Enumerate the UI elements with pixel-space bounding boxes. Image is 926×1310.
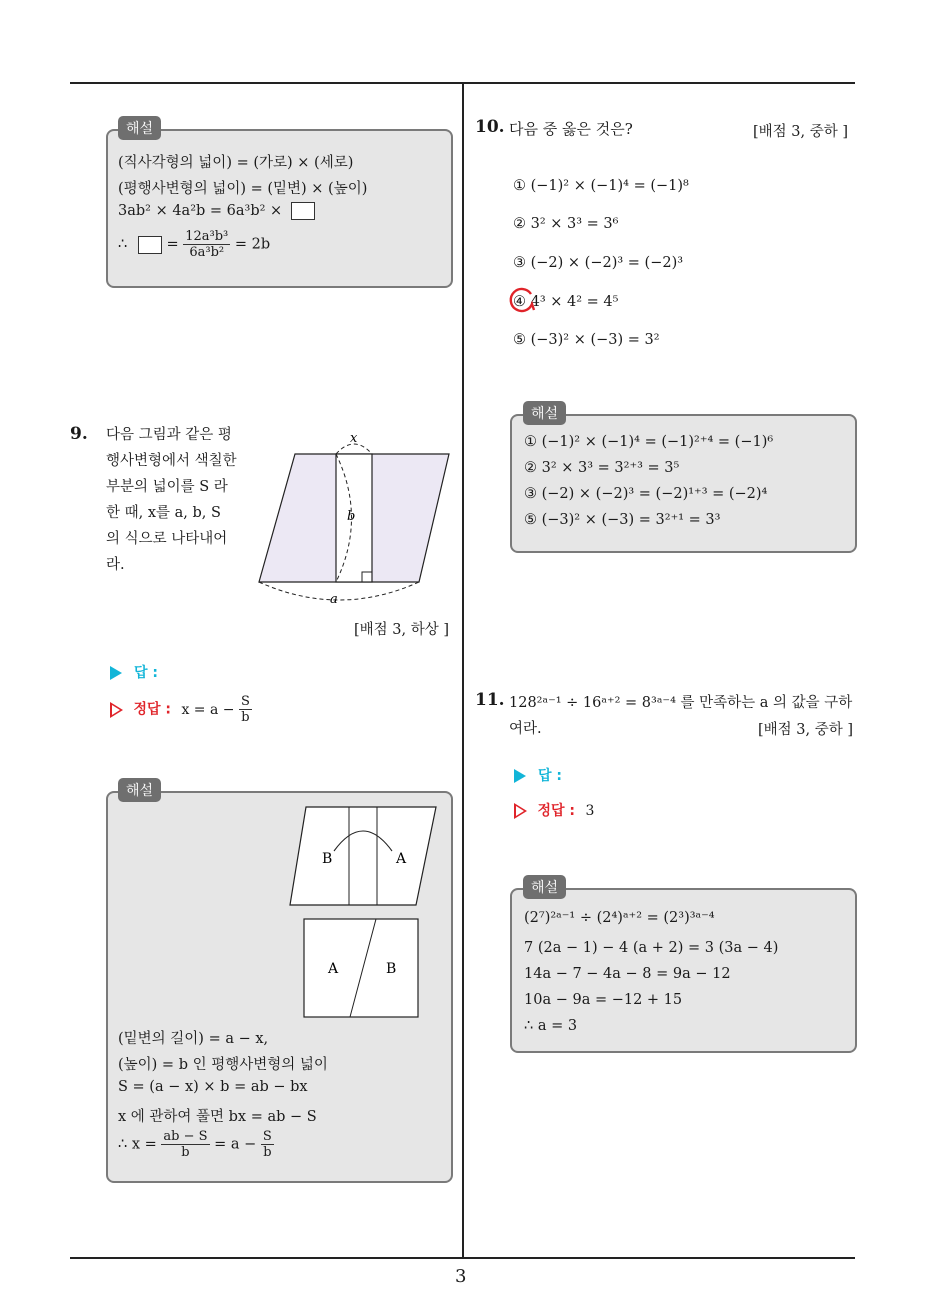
- solution-line: (2⁷)²ᵃ⁻¹ ÷ (2⁴)ᵃ⁺² = (2³)³ᵃ⁻⁴: [524, 910, 715, 926]
- column-divider: [462, 84, 464, 1258]
- solution-tag: 해설: [118, 778, 161, 802]
- question-10-score: [배점 3, 중하 ]: [753, 124, 849, 140]
- question-9-text: [106, 422, 246, 578]
- solution-box-10: [510, 414, 857, 553]
- page-number: 3: [455, 1266, 467, 1287]
- solution-tag: 해설: [118, 116, 161, 140]
- option-2[interactable]: ② 3² × 3³ = 3⁶: [513, 216, 619, 232]
- question-9-score: [배점 3, 하상 ]: [354, 622, 450, 638]
- question-10-number: 10.: [475, 117, 505, 137]
- fraction-denominator: b: [181, 1145, 190, 1160]
- solution-box-11: [510, 888, 857, 1053]
- question-text-line: 부분의 넓이를 S 라: [106, 479, 228, 495]
- solution-line: (평행사변형의 넓이) = (밑변) × (높이): [118, 181, 368, 197]
- fraction: [161, 1129, 209, 1160]
- correct-value: x = a −: [181, 701, 235, 718]
- question-11-number: 11.: [475, 690, 505, 710]
- option-1[interactable]: ① (−1)² × (−1)⁴ = (−1)⁸: [513, 178, 689, 194]
- solution-line: (밑변의 길이) = a − x,: [118, 1031, 269, 1047]
- label-B: B: [322, 851, 333, 867]
- label-b: b: [347, 509, 356, 524]
- solution-text: = 2b: [234, 236, 271, 253]
- fraction-denominator: b: [241, 710, 250, 725]
- question-text-line: 라.: [106, 557, 125, 573]
- solution-tag: 해설: [523, 875, 566, 899]
- fraction: [183, 229, 230, 260]
- solution-line: ③ (−2) × (−2)³ = (−2)¹⁺³ = (−2)⁴: [524, 486, 768, 502]
- question-text-line: 의 식으로 나타내어: [106, 531, 228, 547]
- solution-text: 3ab² × 4a²b = 6a³b² ×: [118, 203, 283, 219]
- label-B2: B: [386, 961, 397, 977]
- fraction-numerator: S: [262, 1129, 272, 1144]
- solution-box-prev: [106, 129, 453, 288]
- question-10-text: 다음 중 옳은 것은?: [509, 120, 633, 138]
- blank-box: [138, 236, 162, 254]
- answer-circle-mark: [507, 286, 537, 316]
- option-5[interactable]: ⑤ (−3)² × (−3) = 3²: [513, 332, 660, 348]
- question-text-line: 한 때, x를 a, b, S: [106, 505, 221, 521]
- outline-play-icon: [514, 803, 527, 819]
- therefore-symbol: ∴: [118, 236, 128, 253]
- option-4[interactable]: ④ 4³ × 4² = 4⁵: [513, 294, 619, 310]
- solution-line: ∴ a = 3: [524, 1018, 578, 1034]
- solution-line: (직사각형의 넓이) = (가로) × (세로): [118, 155, 354, 171]
- fraction-denominator: b: [263, 1145, 272, 1160]
- solution-line: 14a − 7 − 4a − 8 = 9a − 12: [524, 966, 731, 982]
- correct-value: 3: [585, 803, 595, 819]
- solution-text: ∴ x =: [118, 1136, 157, 1153]
- solution-line: S = (a − x) × b = ab − bx: [118, 1079, 308, 1095]
- solution-line: [118, 1129, 274, 1160]
- fraction-denominator: 6a³b²: [189, 245, 225, 260]
- answer-label: 답 :: [538, 768, 562, 784]
- answer-label: 답 :: [134, 665, 158, 681]
- blank-box: [291, 202, 315, 220]
- parallelogram-figure: [255, 430, 455, 605]
- fraction-numerator: 12a³b³: [185, 229, 229, 244]
- option-3[interactable]: ③ (−2) × (−2)³ = (−2)³: [513, 255, 684, 271]
- fraction: [239, 694, 252, 725]
- question-11-correct-answer: [514, 800, 594, 820]
- correct-label: 정답 :: [537, 803, 575, 819]
- solution-line: ⑤ (−3)² × (−3) = 3²⁺¹ = 3³: [524, 512, 721, 528]
- label-A2: A: [328, 961, 339, 977]
- label-a: a: [330, 592, 338, 605]
- solution-line: ∴ = $\frac{\text{12a³b³}}{\text{6a³b²}}$ = 2b: [118, 229, 271, 260]
- play-icon: [514, 769, 526, 783]
- question-11-score: [배점 3, 중하 ]: [758, 722, 854, 738]
- solution-line: 10a − 9a = −12 + 15: [524, 992, 683, 1008]
- solution-line: 7 (2a − 1) − 4 (a + 2) = 3 (3a − 4): [524, 940, 779, 956]
- solution-line: ② 3² × 3³ = 3²⁺³ = 3⁵: [524, 460, 680, 476]
- label-x: x: [350, 431, 358, 446]
- solution-text: = a −: [214, 1136, 257, 1153]
- solution-line: ① (−1)² × (−1)⁴ = (−1)²⁺⁴ = (−1)⁶: [524, 434, 774, 450]
- question-text-line: 행사변형에서 색칠한: [106, 453, 237, 469]
- fraction-numerator: S: [240, 694, 250, 709]
- shift-diagram: [288, 803, 438, 1023]
- solution-line: [118, 202, 315, 220]
- play-icon: [110, 666, 122, 680]
- question-text-line: 다음 그림과 같은 평: [106, 427, 232, 443]
- question-9-correct-answer: [110, 694, 252, 725]
- fraction-numerator: ab − S: [163, 1129, 208, 1144]
- fraction: [261, 1129, 274, 1160]
- question-11-answer-field[interactable]: [514, 765, 562, 785]
- solution-line: x 에 관하여 풀면 bx = ab − S: [118, 1109, 317, 1125]
- question-9-number: 9.: [70, 424, 88, 444]
- label-A: A: [396, 851, 407, 867]
- outline-play-icon: [110, 702, 123, 718]
- correct-label: 정답 :: [133, 701, 171, 718]
- question-9-answer-field[interactable]: [110, 662, 158, 682]
- question-11-text-line1: 128²ᵃ⁻¹ ÷ 16ᵃ⁺² = 8³ᵃ⁻⁴ 를 만족하는 a 의 값을 구하: [509, 695, 853, 711]
- bottom-rule: [70, 1257, 855, 1259]
- solution-tag: 해설: [523, 401, 566, 425]
- solution-box-9: [106, 791, 453, 1183]
- question-11-text-line2: 여라.: [509, 721, 542, 737]
- solution-line: (높이) = b 인 평행사변형의 넓이: [118, 1057, 328, 1073]
